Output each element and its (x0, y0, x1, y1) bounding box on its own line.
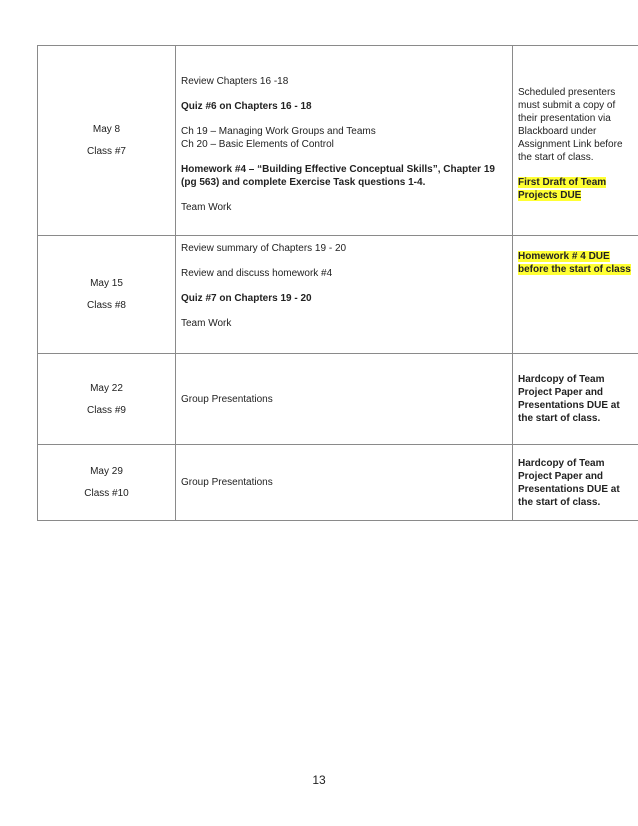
session-class: Class #7 (87, 146, 126, 157)
due-highlight: Homework # 4 DUE before the start of class (518, 251, 631, 275)
session-date: May 8 (92, 124, 121, 135)
topics-cell (176, 354, 513, 445)
quiz-item: Quiz #6 on Chapters 16 - 18 (181, 101, 312, 112)
table-row (38, 445, 638, 521)
topics-cell (176, 236, 513, 354)
topic-item: Group Presentations (181, 393, 273, 405)
table-row (38, 354, 638, 445)
topic-item: Team Work (181, 318, 232, 329)
session-date: May 22 (90, 382, 123, 394)
topic-item: Ch 20 – Basic Elements of Control (181, 139, 334, 150)
date-cell (38, 46, 176, 236)
date-cell (38, 236, 176, 354)
topic-item: Review Chapters 16 -18 (181, 76, 289, 87)
due-cell (513, 236, 638, 354)
page-number: 13 (312, 773, 326, 787)
topics-cell (176, 445, 513, 521)
topics-cell (176, 46, 513, 236)
topic-item: Group Presentations (181, 477, 273, 488)
due-cell (513, 445, 638, 521)
due-cell (513, 46, 638, 236)
table-row (38, 46, 638, 236)
date-cell (38, 445, 176, 521)
session-class: Class #8 (87, 300, 126, 311)
session-date: May 15 (90, 278, 123, 289)
due-note: Scheduled presenters must submit a copy of their presentation via Blackboard under Assignment Link before the start of class. (518, 87, 623, 163)
due-cell (513, 354, 638, 445)
session-date: May 29 (90, 466, 123, 477)
quiz-item: Quiz #7 on Chapters 19 - 20 (181, 293, 312, 304)
session-class: Class #10 (84, 488, 129, 499)
topic-item: Review summary of Chapters 19 - 20 (181, 243, 347, 254)
due-note: Hardcopy of Team Project Paper and Presentations DUE at the start of class. (518, 457, 620, 508)
table-row (38, 236, 638, 354)
homework-item: Homework #4 – “Building Effective Conceptual Skills”, Chapter 19 (pg 563) and complete Exercise Task questions 1-4. (181, 164, 495, 188)
due-highlight: First Draft of Team Projects DUE (518, 177, 607, 201)
schedule-table (37, 45, 638, 521)
session-class: Class #9 (87, 404, 126, 416)
topic-item: Review and discuss homework #4 (181, 268, 333, 279)
topic-item: Ch 19 – Managing Work Groups and Teams (181, 126, 376, 137)
date-cell (38, 354, 176, 445)
due-note: Hardcopy of Team Project Paper and Presentations DUE at the start of class. (518, 374, 620, 424)
topic-item: Team Work (181, 202, 232, 213)
